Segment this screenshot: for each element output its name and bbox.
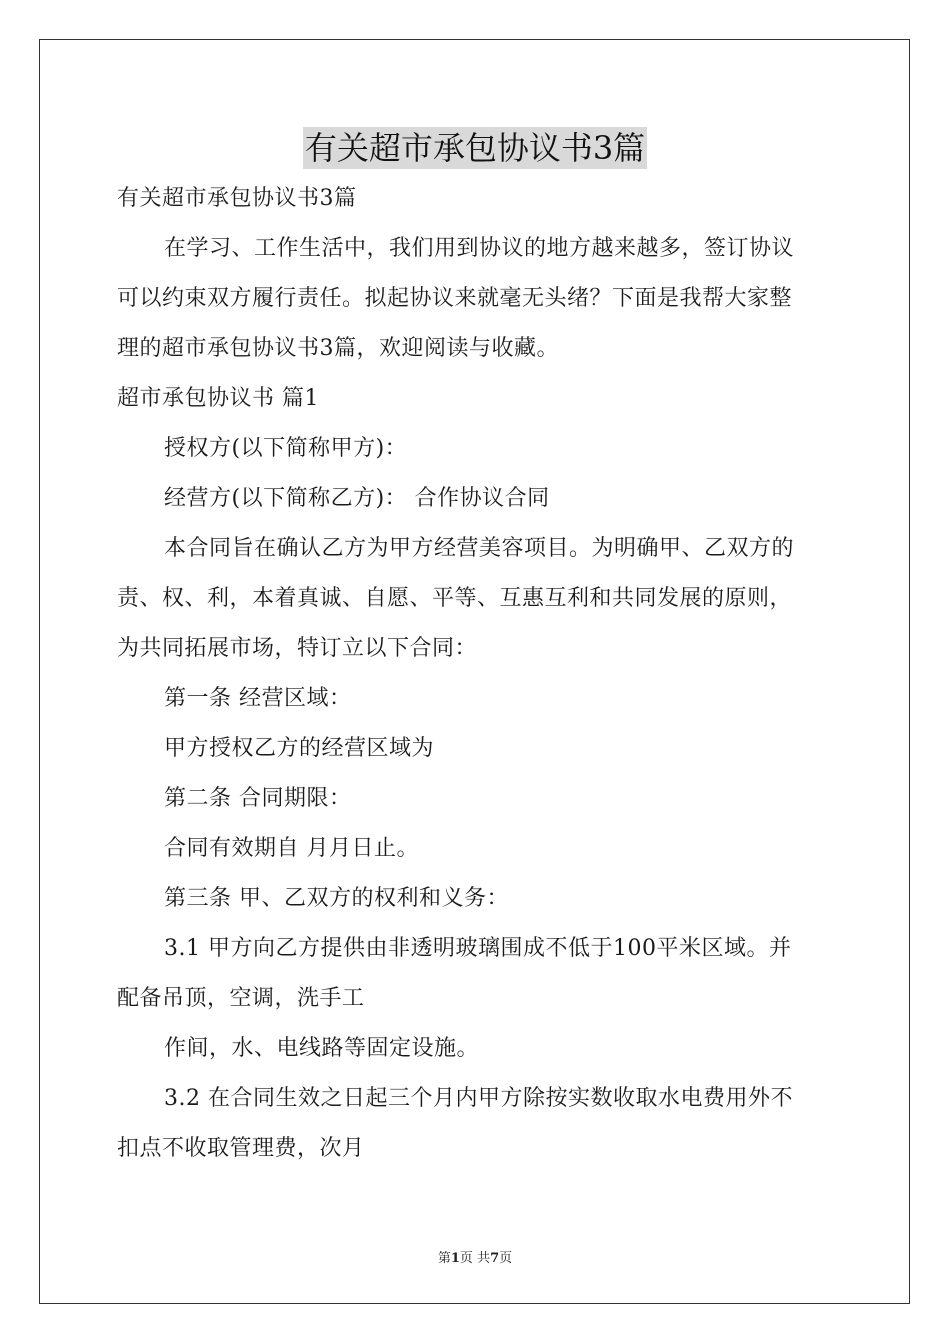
page-footer [0,1247,950,1266]
footer-mid: 页 共 [459,1251,491,1266]
line-purpose-3: 为共同拓展市场，特订立以下合同： [117,636,478,661]
line-clause-3-1-a: 3.1 甲方向乙方提供由非透明玻璃围成不低于100平米区域。并 [164,936,792,961]
document-body [117,180,833,1180]
line-party-b: 经营方(以下简称乙方)： 合作协议合同 [164,486,550,511]
footer-page-number: 1 [450,1251,460,1266]
line-heading: 有关超市承包协议书3篇 [117,186,357,211]
footer-prefix: 第 [437,1251,451,1266]
line-party-a: 授权方(以下简称甲方)： [164,436,408,461]
line-intro-3: 理的超市承包协议书3篇，欢迎阅读与收藏。 [117,336,559,361]
line-article-1-body: 甲方授权乙方的经营区域为 [164,736,435,761]
line-clause-3-2-b: 扣点不收取管理费，次月 [117,1136,365,1161]
line-article-3: 第三条 甲、乙双方的权利和义务： [164,886,509,911]
line-clause-3-1-b: 配备吊顶，空调，洗手工 [117,986,365,1011]
title-block [0,127,950,169]
line-intro-1: 在学习、工作生活中，我们用到协议的地方越来越多，签订协议 [164,236,795,261]
line-clause-3-2-a: 3.2 在合同生效之日起三个月内甲方除按实数收取水电费用外不 [164,1086,793,1111]
line-article-1: 第一条 经营区域： [164,686,352,711]
footer-total-pages: 7 [490,1251,500,1266]
document-title: 有关超市承包协议书3篇 [304,129,646,167]
line-purpose-1: 本合同旨在确认乙方为甲方经营美容项目。为明确甲、乙双方的 [164,536,795,561]
line-intro-2: 可以约束双方履行责任。拟起协议来就毫无头绪？下面是我帮大家整 [117,286,793,311]
line-purpose-2: 责、权、利，本着真诚、自愿、平等、互惠互利和共同发展的原则， [117,586,793,611]
line-article-2-body: 合同有效期自 月月日止。 [164,836,419,861]
line-section-title: 超市承包协议书 篇1 [117,386,319,411]
footer-suffix: 页 [499,1251,513,1266]
line-clause-3-1-c: 作间，水、电线路等固定设施。 [164,1036,480,1061]
line-article-2: 第二条 合同期限： [164,786,352,811]
